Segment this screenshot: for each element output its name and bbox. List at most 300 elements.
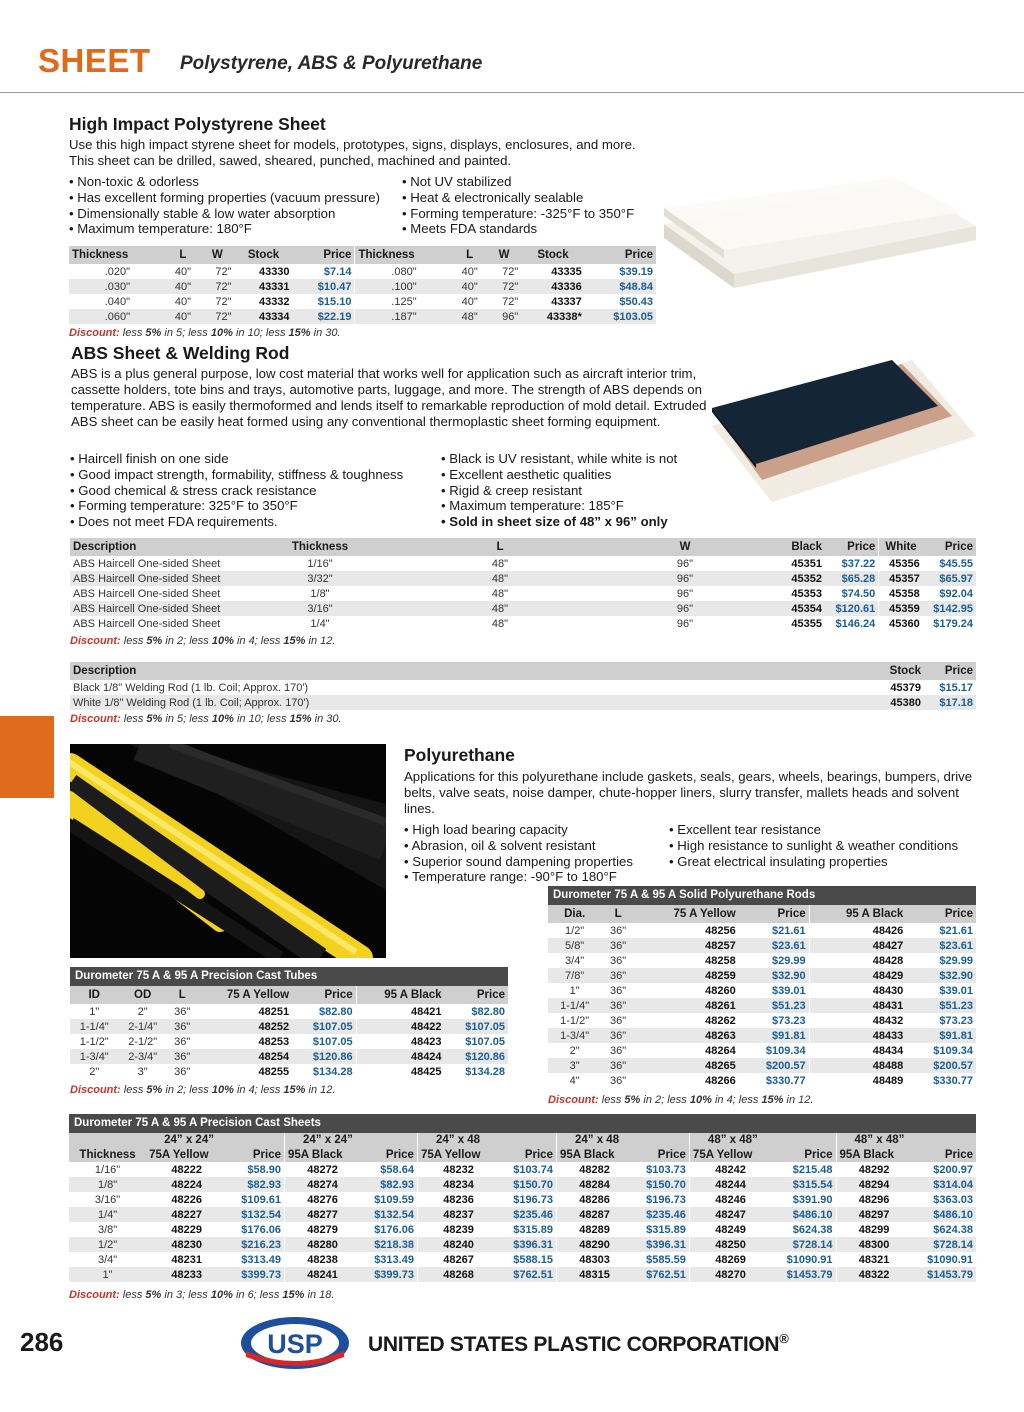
- table-cell: 48299: [836, 1222, 912, 1237]
- table-cell: 48240: [417, 1237, 499, 1252]
- table-row: [69, 294, 656, 309]
- table-cell: $22.19: [293, 309, 355, 324]
- table-cell: 43338*: [521, 309, 585, 324]
- page-number: 286: [20, 1327, 64, 1357]
- table-cell: 1-3/4": [70, 1049, 118, 1064]
- table-cell: 45354: [745, 601, 825, 616]
- table-cell: .040": [104, 295, 131, 308]
- col-header: 95A Black: [556, 1147, 632, 1162]
- table-cell: 45355: [791, 617, 822, 630]
- table-cell: 96": [676, 587, 694, 600]
- table-cell: 1/8": [310, 587, 330, 600]
- table-cell: $48.84: [585, 279, 656, 294]
- table-row: [548, 1058, 976, 1073]
- table-cell: 1": [89, 1005, 100, 1018]
- table-cell: 48": [491, 617, 509, 630]
- table-cell: 1-3/4": [548, 1028, 601, 1043]
- header-divider: [0, 92, 1024, 93]
- table-cell: 48488: [809, 1058, 906, 1073]
- table-cell: 1/16": [307, 557, 333, 570]
- table-cell: $176.06: [241, 1223, 281, 1236]
- table-row: [548, 1028, 976, 1043]
- table-cell: 48290: [556, 1237, 632, 1252]
- table-row: [69, 1162, 976, 1177]
- table-row: [69, 264, 656, 279]
- welding-rod-table: [70, 662, 976, 710]
- table-cell: 48255: [258, 1065, 290, 1078]
- col-header: Price: [924, 662, 976, 680]
- table-cell: 48261: [635, 998, 739, 1013]
- col-header: Price: [499, 1147, 556, 1162]
- table-cell: 48239: [417, 1222, 499, 1237]
- table-cell: 48297: [836, 1207, 912, 1222]
- table-cell: $82.93: [227, 1177, 284, 1192]
- col-header: Description: [70, 662, 854, 680]
- table-cell: 3/4": [97, 1253, 118, 1266]
- table-cell: $314.04: [912, 1177, 976, 1192]
- table-row: [70, 586, 976, 601]
- table-cell: 1": [69, 1267, 146, 1282]
- table-row: [548, 1013, 976, 1028]
- polyurethane-description: Applications for this polyurethane include gaskets, seals, gears, wheels, bearings, bumpers, drive belts, valve seats, noise damper, chute-hopper liners, slurry transfer, mallets heads and solvent lines.: [404, 769, 973, 816]
- table-cell: 45358: [879, 586, 923, 601]
- table-cell: 48282: [556, 1162, 632, 1177]
- col-header: Price: [771, 1147, 836, 1162]
- hips-table: [69, 246, 656, 324]
- table-cell: 2-1/4": [118, 1019, 166, 1034]
- hips-bullet: • Maximum temperature: 180°F: [69, 221, 380, 237]
- col-header: 75A Yellow: [417, 1147, 499, 1162]
- table-cell: 1/8": [69, 1177, 146, 1192]
- table-row: [548, 968, 976, 983]
- table-cell: $37.22: [841, 557, 876, 570]
- table-cell: $142.95: [923, 601, 976, 616]
- abs-discount: Discount: less 5% in 2; less 10% in 4; less 15% in 12.: [70, 635, 336, 647]
- table-row: [70, 1034, 508, 1049]
- col-header: Stock: [235, 246, 293, 264]
- table-cell: $215.48: [792, 1163, 833, 1176]
- table-cell: $399.73: [360, 1267, 417, 1282]
- pu-tubes-table: [70, 986, 508, 1079]
- table-cell: 48244: [689, 1177, 771, 1192]
- table-cell: 48276: [285, 1192, 361, 1207]
- col-header: Price: [227, 1147, 284, 1162]
- polyurethane-title: Polyurethane: [404, 745, 515, 765]
- table-cell: 40": [461, 265, 478, 278]
- pu-rods-discount: Discount: less 5% in 2; less 10% in 4; less 15% in 12.: [548, 1094, 814, 1106]
- col-header: OD: [118, 986, 166, 1004]
- table-cell: 40": [461, 295, 478, 308]
- table-cell: $132.54: [227, 1207, 284, 1222]
- table-row: [548, 1073, 976, 1088]
- table-cell: 48260: [705, 984, 736, 997]
- table-cell: 72": [200, 309, 234, 324]
- table-cell: 1-1/4": [70, 1019, 118, 1034]
- col-header: Price: [445, 986, 508, 1004]
- table-cell: 48230: [146, 1237, 227, 1252]
- table-cell: 45352: [745, 571, 825, 586]
- table-cell: $107.05: [465, 1035, 505, 1048]
- table-cell: $313.49: [241, 1253, 281, 1266]
- table-cell: $32.90: [739, 968, 809, 983]
- table-cell: $588.15: [513, 1253, 553, 1266]
- table-cell: 96": [625, 601, 745, 616]
- table-cell: 36": [174, 1035, 191, 1048]
- table-cell: 48268: [417, 1267, 499, 1282]
- table-header-row: [70, 538, 976, 556]
- table-cell: $486.10: [771, 1207, 836, 1222]
- hips-bullet: • Heat & electronically sealable: [402, 190, 634, 206]
- abs-bullet: • Good chemical & stress crack resistance: [70, 483, 403, 499]
- table-cell: 48432: [809, 1013, 906, 1028]
- hips-bullet: • Dimensionally stable & low water absorption: [69, 206, 380, 222]
- table-cell: 48241: [285, 1267, 361, 1282]
- table-row: [70, 556, 976, 571]
- table-cell: $91.81: [906, 1028, 976, 1043]
- polyurethane-rods-photo: [70, 744, 386, 958]
- table-cell: 48246: [689, 1192, 771, 1207]
- col-header: W: [625, 538, 745, 556]
- table-row: [69, 309, 656, 324]
- table-cell: 48279: [285, 1222, 361, 1237]
- table-cell: $50.43: [619, 295, 653, 308]
- logo-text: USP: [267, 1329, 323, 1359]
- table-cell: 48427: [809, 938, 906, 953]
- table-cell: 72": [487, 279, 521, 294]
- col-header: 75A Yellow: [689, 1147, 771, 1162]
- table-cell: 48294: [836, 1177, 912, 1192]
- table-cell: 48270: [689, 1267, 771, 1282]
- table-row: [548, 953, 976, 968]
- table-header-row: [69, 1147, 976, 1162]
- table-cell: $73.23: [939, 1014, 973, 1027]
- pu-bullet: • High load bearing capacity: [404, 822, 633, 838]
- table-cell: 48224: [146, 1177, 227, 1192]
- table-cell: 48424: [356, 1049, 444, 1064]
- table-cell: 48274: [285, 1177, 361, 1192]
- table-row: [70, 571, 976, 586]
- table-cell: $73.23: [772, 1014, 806, 1027]
- abs-bullet: • Sold in sheet size of 48” x 96” only: [441, 514, 677, 530]
- table-row: [70, 680, 976, 695]
- table-header-row: [70, 986, 508, 1004]
- table-cell: 43331: [235, 279, 293, 294]
- table-row: [70, 1064, 508, 1079]
- table-cell: .030": [69, 279, 166, 294]
- table-cell: 2": [89, 1065, 100, 1078]
- table-row: [548, 938, 976, 953]
- table-cell: 48234: [417, 1177, 499, 1192]
- table-cell: $134.28: [312, 1065, 353, 1078]
- table-cell: $315.89: [646, 1223, 686, 1236]
- pu-bullets-right: [669, 822, 958, 869]
- table-row: [70, 695, 976, 710]
- table-cell: 43334: [235, 309, 293, 324]
- table-cell: 48286: [556, 1192, 632, 1207]
- table-cell: 2": [569, 1044, 580, 1057]
- col-header: L: [166, 246, 200, 264]
- section-tab-marker: [0, 716, 54, 798]
- table-cell: $216.23: [227, 1237, 284, 1252]
- abs-sheet-photo: [712, 360, 976, 502]
- table-cell: $120.61: [825, 601, 879, 616]
- pu-bullets-left: [404, 822, 633, 885]
- col-header: Price: [585, 246, 656, 264]
- table-cell: 3/16": [265, 601, 375, 616]
- table-cell: .125": [355, 294, 453, 309]
- hips-bullet: • Meets FDA standards: [402, 221, 634, 237]
- table-cell: $1453.79: [912, 1267, 976, 1282]
- table-cell: 48423: [356, 1034, 444, 1049]
- table-cell: 43330: [258, 265, 290, 278]
- table-cell: 48233: [146, 1267, 227, 1282]
- table-row: [548, 983, 976, 998]
- table-cell: 3/16": [94, 1193, 121, 1206]
- table-cell: $21.61: [939, 924, 973, 937]
- pu-tubes-discount: Discount: less 5% in 2; less 10% in 4; less 15% in 12.: [70, 1084, 336, 1096]
- pu-bullet: • Temperature range: -90°F to 180°F: [404, 869, 633, 885]
- hips-bullets-right: [402, 174, 634, 237]
- table-size-header-row: [69, 1133, 976, 1147]
- table-cell: 48430: [809, 983, 906, 998]
- table-cell: $103.73: [646, 1163, 686, 1176]
- col-header: Price: [360, 1147, 417, 1162]
- col-header: Description: [70, 538, 265, 556]
- hips-bullet: • Forming temperature: -325°F to 350°F: [402, 206, 634, 222]
- table-cell: $330.77: [933, 1074, 973, 1087]
- table-cell: $120.86: [445, 1049, 508, 1064]
- table-cell: 1-1/4": [548, 998, 601, 1013]
- table-cell: $146.24: [835, 617, 876, 630]
- col-header: Price: [912, 1147, 976, 1162]
- table-cell: 72": [502, 295, 519, 308]
- table-cell: $200.57: [739, 1058, 809, 1073]
- col-header: Price: [632, 1147, 689, 1162]
- abs-bullet: • Haircell finish on one side: [70, 451, 403, 467]
- table-row: [70, 1019, 508, 1034]
- table-row: [69, 1192, 976, 1207]
- table-cell: $29.99: [939, 954, 973, 967]
- pu-sheets-table: [69, 1133, 976, 1282]
- pu-sheets-block: [69, 1114, 976, 1282]
- table-header-row: [69, 246, 656, 264]
- table-cell: 48292: [836, 1162, 912, 1177]
- table-cell: $396.31: [499, 1237, 556, 1252]
- abs-description: ABS is a plus general purpose, low cost material that works well for application such as aircraft interior trim, cassette holders, tote bins and trays, automotive parts, luggage, and more. The strength of ABS depends on temperature. ABS is easily thermoformed and lends itself to remarkable reproduction of mold detail. Extruded ABS sheet can be easily heat formed using any conventional thermoplastic sheet forming equipment.: [71, 366, 707, 429]
- col-header: W: [200, 246, 234, 264]
- size-header: 48” x 48”: [689, 1133, 836, 1147]
- abs-sheet-table: [70, 538, 976, 631]
- table-cell: 48242: [689, 1162, 771, 1177]
- table-row: [70, 1004, 508, 1019]
- table-cell: $103.74: [513, 1163, 553, 1176]
- table-cell: 45379: [890, 681, 921, 694]
- table-cell: $585.59: [646, 1253, 686, 1266]
- table-row: [69, 1207, 976, 1222]
- table-cell: $196.73: [513, 1193, 553, 1206]
- col-header: Dia.: [548, 905, 601, 923]
- table-cell: 36": [174, 1005, 191, 1018]
- table-cell: 40": [452, 279, 486, 294]
- pu-tubes-block: [70, 967, 508, 1079]
- table-cell: 48249: [689, 1222, 771, 1237]
- table-cell: 36": [601, 1028, 635, 1043]
- table-cell: 48": [452, 309, 486, 324]
- table-cell: 48264: [705, 1044, 736, 1057]
- table-cell: 45359: [879, 601, 923, 616]
- table-cell: 48315: [556, 1267, 632, 1282]
- abs-title: ABS Sheet & Welding Rod: [71, 343, 290, 363]
- table-cell: 36": [610, 984, 627, 997]
- col-header: ID: [70, 986, 118, 1004]
- table-cell: 48": [491, 557, 509, 570]
- table-cell: 48433: [809, 1028, 906, 1043]
- table-cell: .020": [104, 265, 131, 278]
- pu-bullet: • High resistance to sunlight & weather conditions: [669, 838, 958, 854]
- table-cell: 48": [375, 601, 625, 616]
- table-cell: 48238: [285, 1252, 361, 1267]
- table-cell: 1-1/2": [560, 1014, 590, 1027]
- table-cell: 48277: [285, 1207, 361, 1222]
- table-row: [70, 1049, 508, 1064]
- table-cell: 48421: [356, 1004, 444, 1019]
- col-header: L: [601, 905, 635, 923]
- col-header: Price: [923, 538, 976, 556]
- abs-bullet: • Does not meet FDA requirements.: [70, 514, 403, 530]
- col-header: Price: [825, 538, 879, 556]
- table-row: [69, 1267, 976, 1282]
- polystyrene-sheet-photo: [664, 178, 976, 290]
- pu-rods-block: [548, 886, 976, 1088]
- table-cell: 1-1/2": [79, 1035, 109, 1048]
- table-cell: 48428: [809, 953, 906, 968]
- size-header: 24” x 24”: [146, 1133, 284, 1147]
- col-header: 75 A Yellow: [198, 986, 293, 1004]
- table-cell: 48252: [198, 1019, 293, 1034]
- table-cell: ABS Haircell One-sided Sheet: [73, 557, 221, 570]
- col-header: Stock: [521, 246, 585, 264]
- table-cell: $74.50: [841, 587, 876, 600]
- table-cell: 45351: [791, 557, 822, 570]
- col-header: Price: [292, 986, 356, 1004]
- table-cell: 36": [601, 1058, 635, 1073]
- table-cell: 72": [502, 265, 519, 278]
- table-cell: 48254: [198, 1049, 293, 1064]
- hips-bullet: • Has excellent forming properties (vacuum pressure): [69, 190, 380, 206]
- table-cell: $134.28: [465, 1065, 505, 1078]
- table-cell: 3/4": [565, 954, 585, 967]
- pu-bullet: • Abrasion, oil & solvent resistant: [404, 838, 633, 854]
- table-cell: Black 1/8" Welding Rod (1 lb. Coil; Approx. 170'): [73, 681, 309, 694]
- table-cell: 36": [601, 998, 635, 1013]
- table-cell: 48251: [258, 1005, 290, 1018]
- size-header: 24” x 48: [417, 1133, 556, 1147]
- table-cell: 72": [215, 295, 232, 308]
- usp-logo-icon: [240, 1313, 350, 1371]
- table-row: [69, 1177, 976, 1192]
- table-cell: 40": [166, 309, 200, 324]
- table-cell: ABS Haircell One-sided Sheet: [73, 587, 221, 600]
- abs-bullets-left: [70, 451, 403, 530]
- table-cell: $363.03: [933, 1193, 973, 1206]
- table-cell: $196.73: [646, 1193, 686, 1206]
- table-cell: $65.28: [825, 571, 879, 586]
- table-cell: 48489: [809, 1073, 906, 1088]
- table-cell: 48422: [356, 1019, 444, 1034]
- table-cell: $624.38: [792, 1223, 833, 1236]
- table-cell: $39.19: [619, 265, 653, 278]
- col-header: Price: [906, 905, 976, 923]
- table-cell: $45.55: [939, 557, 973, 570]
- table-cell: 48321: [836, 1252, 912, 1267]
- table-cell: 48434: [809, 1043, 906, 1058]
- table-row: [548, 923, 976, 938]
- col-header: 75A Yellow: [146, 1147, 227, 1162]
- table-cell: 48269: [689, 1252, 771, 1267]
- table-cell: 48431: [809, 998, 906, 1013]
- table-cell: 5/8": [548, 938, 601, 953]
- table-cell: 1/4": [69, 1207, 146, 1222]
- table-cell: $39.01: [772, 984, 806, 997]
- table-cell: $200.97: [933, 1163, 973, 1176]
- size-header: 24” x 24”: [285, 1133, 418, 1147]
- table-cell: $399.73: [227, 1267, 284, 1282]
- table-row: [69, 1222, 976, 1237]
- table-cell: 48322: [836, 1267, 912, 1282]
- col-header: L: [167, 986, 198, 1004]
- table-cell: 96": [625, 571, 745, 586]
- table-cell: 43335: [551, 265, 582, 278]
- col-header: Black: [745, 538, 825, 556]
- table-cell: $396.31: [632, 1237, 689, 1252]
- table-cell: $23.61: [906, 938, 976, 953]
- col-header: Thickness: [69, 1147, 146, 1162]
- table-cell: 36": [601, 968, 635, 983]
- col-header: L: [375, 538, 625, 556]
- hips-discount: Discount: less 5% in 5; less 10% in 10; less 15% in 30.: [69, 327, 341, 339]
- abs-bullet: • Forming temperature: 325°F to 350°F: [70, 498, 403, 514]
- table-cell: 48429: [809, 968, 906, 983]
- table-cell: $235.46: [499, 1207, 556, 1222]
- table-cell: $103.05: [585, 309, 656, 324]
- table-cell: $150.70: [632, 1177, 689, 1192]
- table-cell: 45360: [879, 616, 923, 631]
- table-cell: .187": [355, 309, 453, 324]
- table-cell: $58.90: [247, 1163, 281, 1176]
- table-cell: $315.54: [771, 1177, 836, 1192]
- table-cell: $728.14: [912, 1237, 976, 1252]
- pu-bullet: • Great electrical insulating properties: [669, 854, 958, 870]
- table-cell: 48280: [285, 1237, 361, 1252]
- pu-rods-caption: Durometer 75 A & 95 A Solid Polyurethane Rods: [548, 886, 976, 905]
- table-cell: ABS Haircell One-sided Sheet: [70, 601, 265, 616]
- table-cell: 48222: [171, 1163, 202, 1176]
- table-cell: $23.61: [739, 938, 809, 953]
- table-cell: $624.38: [933, 1223, 973, 1236]
- col-header: Price: [739, 905, 809, 923]
- table-cell: $15.17: [939, 681, 973, 694]
- table-row: [70, 601, 976, 616]
- col-header: Thickness: [265, 538, 375, 556]
- table-cell: 72": [200, 279, 234, 294]
- pu-bullet: • Excellent tear resistance: [669, 822, 958, 838]
- hips-bullets-left: [69, 174, 380, 237]
- table-cell: 48236: [417, 1192, 499, 1207]
- table-cell: 45357: [879, 571, 923, 586]
- table-cell: 48296: [836, 1192, 912, 1207]
- table-cell: .080": [355, 264, 453, 279]
- table-row: [69, 1237, 976, 1252]
